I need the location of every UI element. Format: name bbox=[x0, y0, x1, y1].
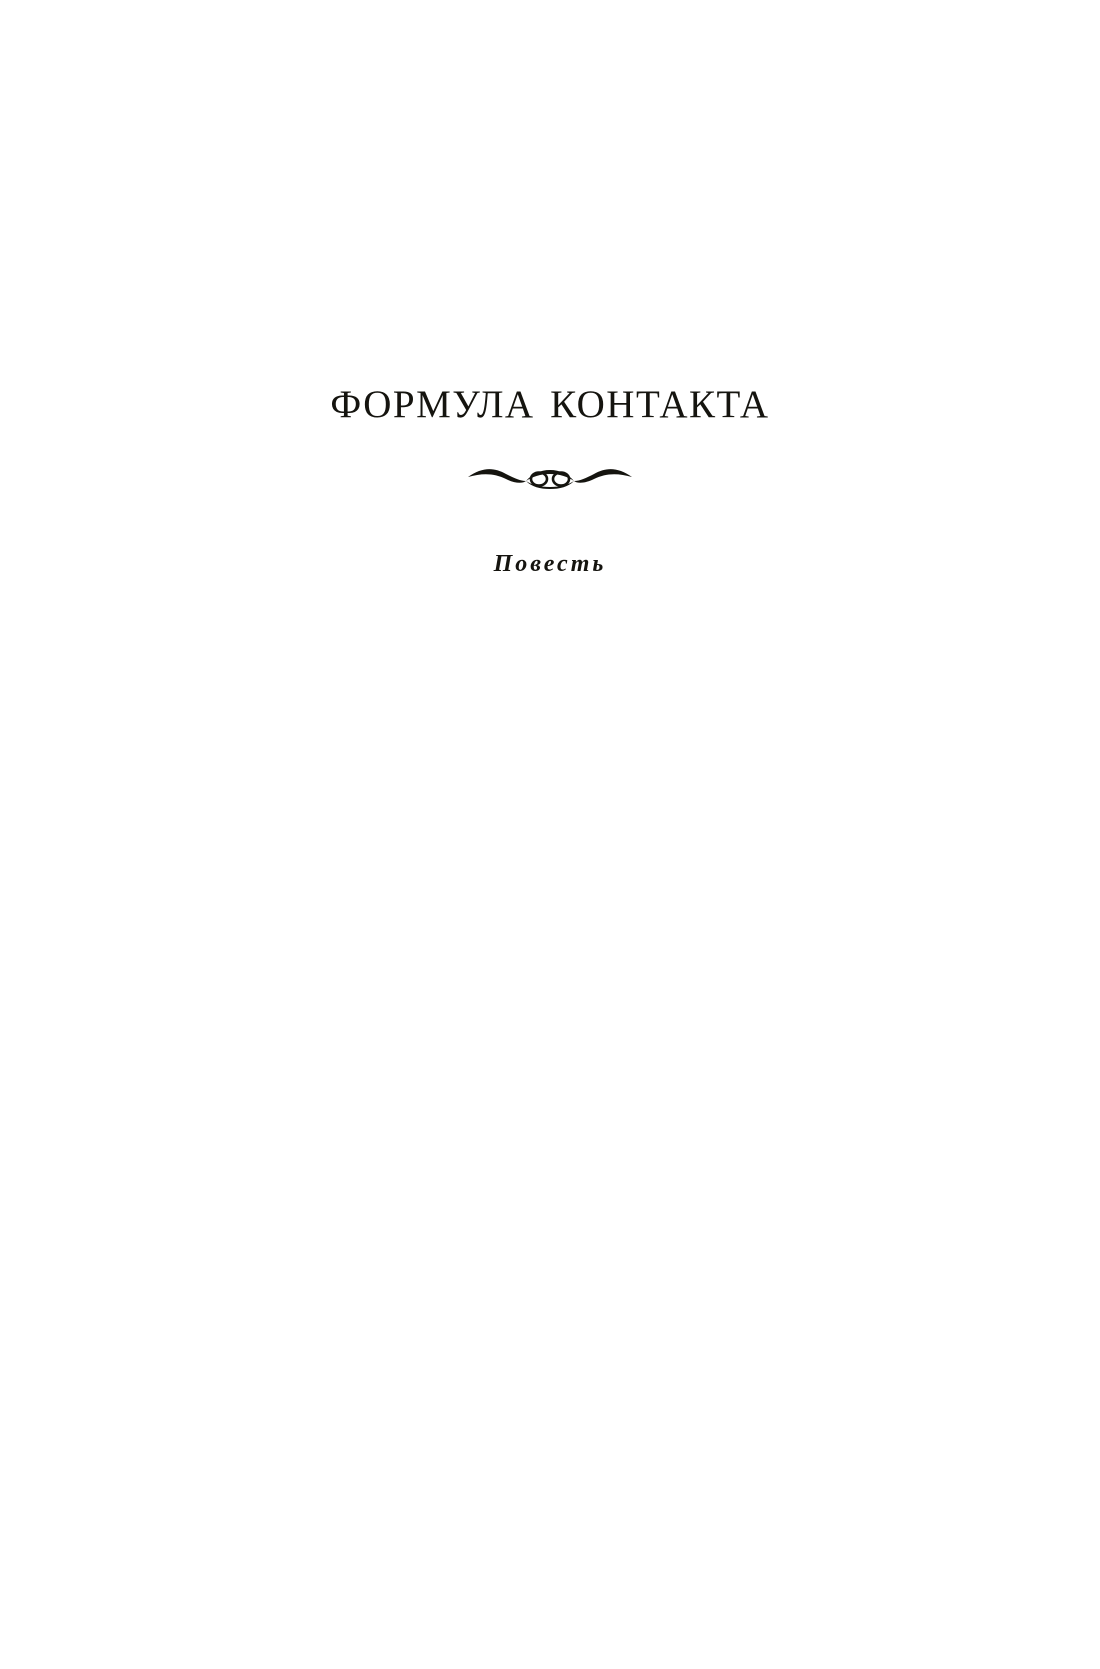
page-title: формула контакта bbox=[330, 368, 770, 430]
subtitle: Повесть bbox=[493, 550, 607, 577]
title-block bbox=[0, 370, 1100, 578]
swash-divider-ornament bbox=[460, 455, 640, 501]
